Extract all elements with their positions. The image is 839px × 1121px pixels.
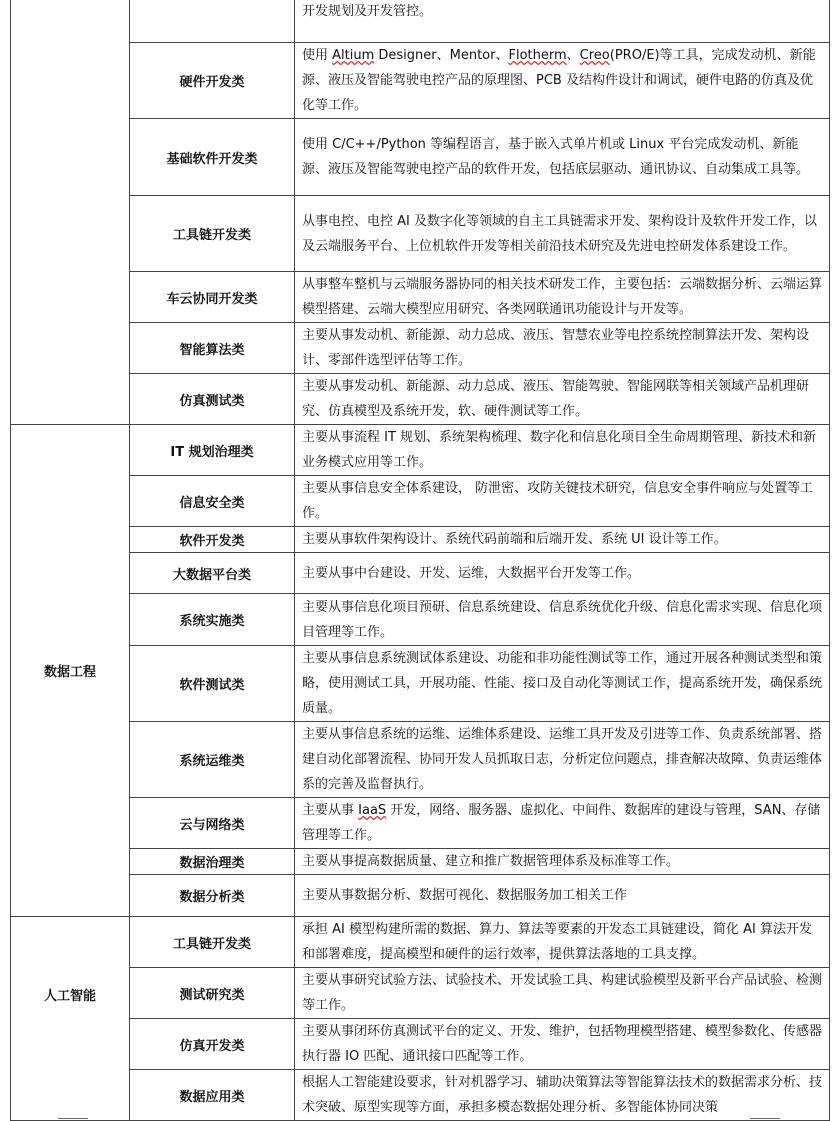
description-cell: 主要从事信息系统的运维、运维体系建设、运维工具开发及引进等工作、负责系统部署、搭建自动化部署流程、协同开发人员抓取日志，分析定位问题点，排查解决故障、负责运维体系的完善及监督执行。 <box>295 722 830 798</box>
department-cell: 人工智能 <box>11 917 130 1121</box>
table-row <box>11 0 830 43</box>
description-cell: 主要从事信息安全体系建设， 防泄密、攻防关键技术研究，信息安全事件响应与处置等工作。 <box>295 476 830 527</box>
table-row <box>11 1070 830 1121</box>
category-cell: 工具链开发类 <box>130 196 295 272</box>
description-cell: 承担 AI 模型构建所需的数据、算力、算法等要素的开发态工具链建设，简化 AI 算法开发和部署难度，提高模型和硬件的运行效率，提供算法落地的工具支撑。 <box>295 917 830 968</box>
description-cell: 主要从事提高数据质量、建立和推广数据管理体系及标准等工作。 <box>295 849 830 875</box>
table-row <box>11 553 830 594</box>
description-cell: 从事整车整机与云端服务器协同的相关技术研发工作，主要包括：云端数据分析、云端运算模型搭建、云端大模型应用研究、各类网联通讯功能设计与开发等。 <box>295 272 830 323</box>
category-cell: 仿真开发类 <box>130 1019 295 1070</box>
category-cell: 信息安全类 <box>130 476 295 527</box>
table-row <box>11 425 830 476</box>
table-row <box>11 43 830 119</box>
page-edge-mark <box>58 1118 88 1119</box>
category-cell: IT 规划治理类 <box>130 425 295 476</box>
table-row <box>11 849 830 875</box>
category-cell: 基础软件开发类 <box>130 119 295 196</box>
table-row <box>11 1019 830 1070</box>
category-cell: 硬件开发类 <box>130 43 295 119</box>
table-row <box>11 968 830 1019</box>
category-cell: 智能算法类 <box>130 323 295 374</box>
description-cell: 主要从事数据分析、数据可视化、数据服务加工相关工作 <box>295 875 830 917</box>
description-cell: 主要从事信息系统测试体系建设、功能和非功能性测试等工作，通过开展各种测试类型和策略，使用测试工具，开展功能、性能、接口及自动化等测试工作，提高系统开发，确保系统质量。 <box>295 646 830 722</box>
category-cell: 云与网络类 <box>130 798 295 849</box>
table-row <box>11 875 830 917</box>
table-row <box>11 646 830 722</box>
description-cell: 主要从事软件架构设计、系统代码前端和后端开发、系统 UI 设计等工作。 <box>295 527 830 553</box>
table-row <box>11 798 830 849</box>
category-cell: 大数据平台类 <box>130 553 295 594</box>
description-cell: 从事电控、电控 AI 及数字化等领域的自主工具链需求开发、架构设计及软件开发工作，以及云端服务平台、上位机软件开发等相关前沿技术研究及先进电控研发体系建设工作。 <box>295 196 830 272</box>
table-row <box>11 196 830 272</box>
category-cell: 软件测试类 <box>130 646 295 722</box>
department-cell <box>11 0 130 425</box>
table-row <box>11 594 830 646</box>
category-cell: 车云协同开发类 <box>130 272 295 323</box>
category-cell: 工具链开发类 <box>130 917 295 968</box>
category-cell: 数据分析类 <box>130 875 295 917</box>
table-row <box>11 119 830 196</box>
category-cell: 系统运维类 <box>130 722 295 798</box>
table-row <box>11 323 830 374</box>
description-cell: 使用 Altium Designer、Mentor、Flotherm、Creo(PRO/E)等工具，完成发动机、新能源、液压及智能驾驶电控产品的原理图、PCB 及结构件设计和调试，硬件电路的仿真及优化等工作。 <box>295 43 830 119</box>
description-cell: 主要从事闭环仿真测试平台的定义、开发、维护，包括物理模型搭建、模型参数化、传感器执行器 IO 匹配、通讯接口匹配等工作。 <box>295 1019 830 1070</box>
description-cell: 开发规划及开发管控。 <box>295 0 830 43</box>
table-row <box>11 272 830 323</box>
category-cell: 系统实施类 <box>130 594 295 646</box>
description-cell: 使用 C/C++/Python 等编程语言，基于嵌入式单片机或 Linux 平台完成发动机、新能源、液压及智能驾驶电控产品的软件开发，包括底层驱动、通讯协议、自动集成工具等。 <box>295 119 830 196</box>
category-cell: 数据治理类 <box>130 849 295 875</box>
job-category-table <box>10 0 830 1121</box>
table-row <box>11 917 830 968</box>
page-edge-mark <box>750 1118 780 1119</box>
department-cell: 数据工程 <box>11 425 130 917</box>
table-row <box>11 374 830 425</box>
category-cell: 测试研究类 <box>130 968 295 1019</box>
description-cell: 主要从事发动机、新能源、动力总成、液压、智慧农业等电控系统控制算法开发、架构设计、零部件选型评估等工作。 <box>295 323 830 374</box>
description-cell: 根据人工智能建设要求，针对机器学习、辅助决策算法等智能算法技术的数据需求分析、技术突破、原型实现等方面，承担多模态数据处理分析、多智能体协同决策 <box>295 1070 830 1121</box>
table-row <box>11 476 830 527</box>
description-cell: 主要从事 IaaS 开发，网络、服务器、虚拟化、中间件、数据库的建设与管理，SAN、存储管理等工作。 <box>295 798 830 849</box>
category-cell: 仿真测试类 <box>130 374 295 425</box>
description-cell: 主要从事信息化项目预研、信息系统建设、信息系统优化升级、信息化需求实现、信息化项目管理等工作。 <box>295 594 830 646</box>
table-row <box>11 527 830 553</box>
description-cell: 主要从事发动机、新能源、动力总成、液压、智能驾驶、智能网联等相关领域产品机理研究、仿真模型及系统开发，软、硬件测试等工作。 <box>295 374 830 425</box>
category-cell <box>130 0 295 43</box>
table-row <box>11 722 830 798</box>
description-cell: 主要从事研究试验方法、试验技术、开发试验工具、构建试验模型及新平台产品试验、检测等工作。 <box>295 968 830 1019</box>
category-cell: 软件开发类 <box>130 527 295 553</box>
category-cell: 数据应用类 <box>130 1070 295 1121</box>
description-cell: 主要从事流程 IT 规划、系统架构梳理、数字化和信息化项目全生命周期管理、新技术和新业务模式应用等工作。 <box>295 425 830 476</box>
description-cell: 主要从事中台建设、开发、运维，大数据平台开发等工作。 <box>295 553 830 594</box>
